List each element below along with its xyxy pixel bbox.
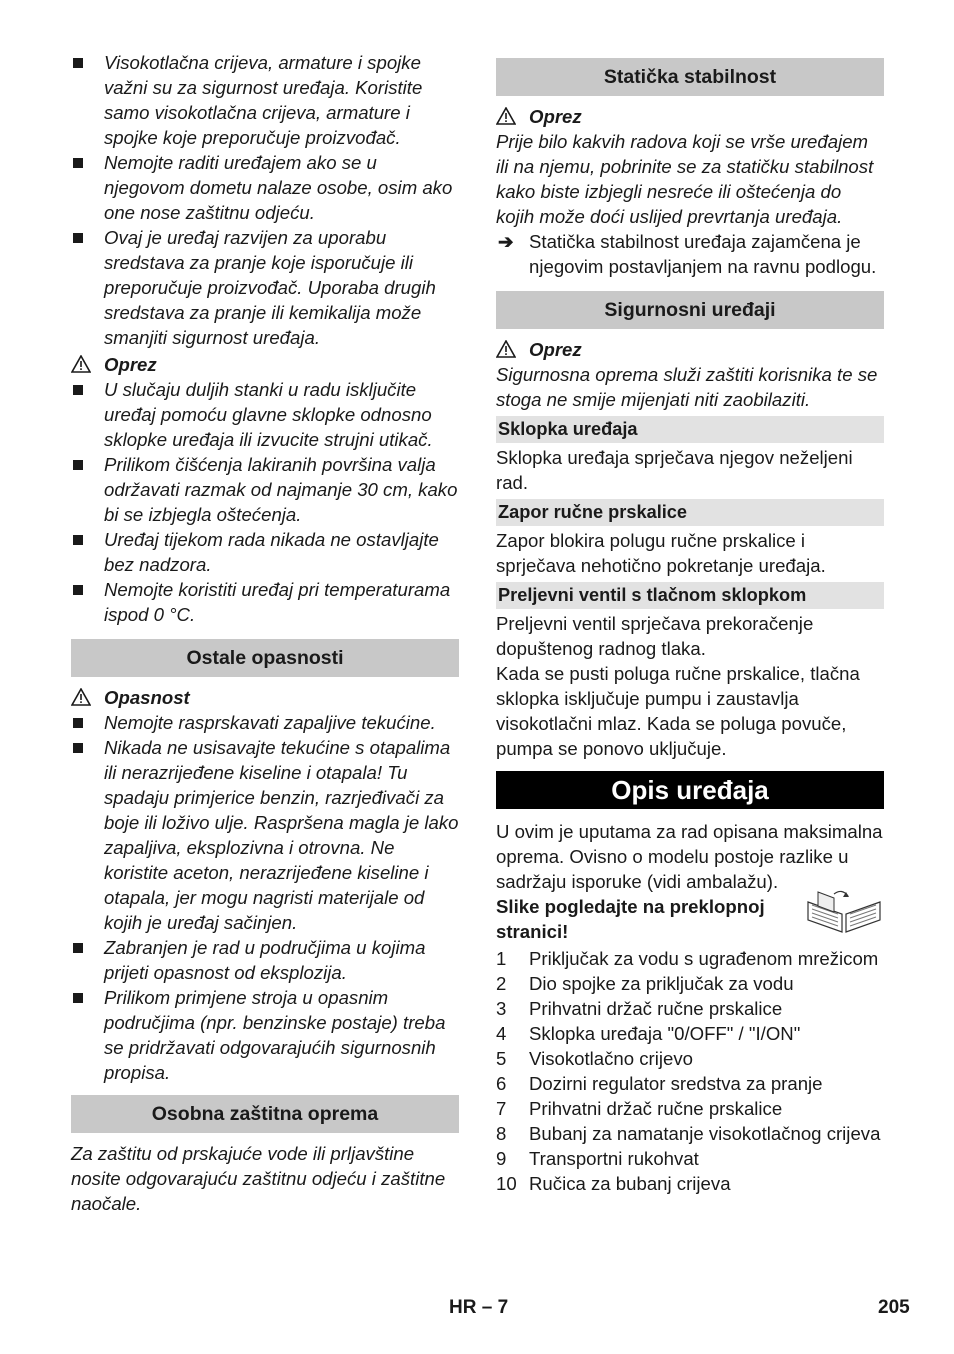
section-heading-safety-devices: Sigurnosni uređaji bbox=[496, 291, 884, 329]
item-number: 1 bbox=[496, 948, 507, 969]
description-text: U ovim je uputama za rad opisana maksimalna oprema. Ovisno o modelu postoje razlike u sadržaju isporuke (vidi ambalažu). bbox=[496, 821, 883, 892]
item-text: Priključak za vodu s ugrađenom mrežicom bbox=[529, 948, 879, 969]
caution-label: Oprez bbox=[104, 354, 157, 375]
section-heading-ppe: Osobna zaštitna oprema bbox=[71, 1095, 459, 1133]
item-text: Prihvatni držač ručne prskalice bbox=[529, 1098, 783, 1119]
caution-heading bbox=[71, 352, 459, 377]
list-item bbox=[496, 946, 884, 971]
warning-triangle-icon bbox=[496, 340, 516, 358]
list-item bbox=[496, 1171, 884, 1196]
danger-heading bbox=[71, 685, 459, 710]
safety-text: Sigurnosna oprema služi zaštiti korisnika te se stoga ne smije mijenjati niti zaobilaziti. bbox=[496, 364, 878, 410]
item-number: 9 bbox=[496, 1148, 507, 1169]
list-item: U slučaju duljih stanki u radu isključite uređaj pomoću glavne sklopke odnosno sklopke uređaja ili izvucite strujni utikač. bbox=[71, 377, 459, 452]
item-number: 3 bbox=[496, 998, 507, 1019]
danger-list bbox=[71, 710, 459, 1085]
list-item bbox=[496, 1021, 884, 1046]
list-item bbox=[496, 996, 884, 1021]
warning-triangle-icon bbox=[496, 107, 516, 125]
subheading-overflow-valve: Preljevni ventil s tlačnom sklopkom bbox=[496, 582, 884, 609]
item-text: Bubanj za namatanje visokotlačnog crijeva bbox=[529, 1123, 881, 1144]
item-text: Transportni rukohvat bbox=[529, 1148, 699, 1169]
list-item: Nemojte koristiti uređaj pri temperaturama ispod 0 °C. bbox=[71, 577, 459, 627]
valve-text-1: Preljevni ventil sprječava prekoračenje dopuštenog radnog tlaka. bbox=[496, 613, 814, 659]
list-item bbox=[496, 1046, 884, 1071]
right-column bbox=[496, 58, 884, 1196]
subheading-gun-lock: Zapor ručne prskalice bbox=[496, 499, 884, 526]
subheading-device-switch: Sklopka uređaja bbox=[496, 416, 884, 443]
static-arrow-text: Statička stabilnost uređaja zajamčena je njegovim postavljanjem na ravnu podlogu. bbox=[529, 231, 877, 277]
item-number: 2 bbox=[496, 973, 507, 994]
item-text: Visokotlačno crijevo bbox=[529, 1048, 693, 1069]
parts-list bbox=[496, 946, 884, 1196]
open-book-icon bbox=[804, 888, 884, 934]
footer-section-label: HR – 7 bbox=[449, 1297, 509, 1318]
switch-text: Sklopka uređaja sprječava njegov neželjeni rad. bbox=[496, 447, 853, 493]
caution-list bbox=[71, 377, 459, 627]
danger-label: Opasnost bbox=[104, 687, 190, 708]
list-item bbox=[496, 1071, 884, 1096]
list-item: Nikada ne usisavajte tekućine s otapalima ili nerazrijeđene kiseline i otapala! Tu spadaju primjerice benzin, razrjeđivači za boje ili loživo ulje. Raspršena magla je lako zapaljiva, eksplozivna i otrovna. Ne koristite aceton, nerazrijeđene kiseline i otapala, jer mogu nagristi materijale od kojih je uređaj sačinjen. bbox=[71, 735, 459, 935]
valve-text-2: Kada se pusti poluga ručne prskalice, tlačna sklopka isključuje pumpu i zaustavlja visokotlačni mlaz. Kada se poluga povuče, pumpa se ponovo uključuje. bbox=[496, 663, 860, 759]
list-item: Visokotlačna crijeva, armature i spojke važni su za sigurnost uređaja. Koristite samo visokotlačna crijeva, armature i spojke koje preporučuje proizvođač. bbox=[71, 50, 459, 150]
item-number: 7 bbox=[496, 1098, 507, 1119]
warning-triangle-icon bbox=[71, 688, 91, 706]
left-column bbox=[71, 50, 459, 1216]
list-item bbox=[496, 1096, 884, 1121]
list-item: Ovaj je uređaj razvijen za uporabu sredstava za pranje koje isporučuje ili preporučuje proizvođač. Uporaba drugih sredstava za pranje ili kemikalija može smanjiti sigurnost uređaja. bbox=[71, 225, 459, 350]
section-heading-static-stability: Statička stabilnost bbox=[496, 58, 884, 96]
list-item: Nemojte raditi uređajem ako se u njegovom dometu nalaze osobe, osim ako one nose zaštitnu odjeću. bbox=[71, 150, 459, 225]
list-item bbox=[496, 1146, 884, 1171]
bullet-list-top bbox=[71, 50, 459, 350]
arrow-right-icon: ➔ bbox=[498, 231, 514, 252]
caution-label: Oprez bbox=[529, 339, 582, 360]
list-item bbox=[496, 971, 884, 996]
item-number: 10 bbox=[496, 1173, 517, 1194]
section-heading-other-hazards: Ostale opasnosti bbox=[71, 639, 459, 677]
item-number: 8 bbox=[496, 1123, 507, 1144]
item-number: 6 bbox=[496, 1073, 507, 1094]
list-item: Uređaj tijekom rada nikada ne ostavljajte bez nadzora. bbox=[71, 527, 459, 577]
list-item: Prilikom čišćenja lakiranih površina valja održavati razmak od najmanje 30 cm, kako bi se izbjegla oštećenja. bbox=[71, 452, 459, 527]
list-item: Prilikom primjene stroja u opasnim područjima (npr. benzinske postaje) treba se pridržavati odgovarajućih sigurnosnih propisa. bbox=[71, 985, 459, 1085]
lock-text: Zapor blokira polugu ručne prskalice i sprječava nehotično pokretanje uređaja. bbox=[496, 530, 826, 576]
caution-label: Oprez bbox=[529, 106, 582, 127]
list-item bbox=[496, 1121, 884, 1146]
item-text: Prihvatni držač ručne prskalice bbox=[529, 998, 783, 1019]
list-item: Zabranjen je rad u područjima u kojima prijeti opasnost od eksplozija. bbox=[71, 935, 459, 985]
static-text: Prije bilo kakvih radova koji se vrše uređajem ili na njemu, pobrinite se za statičku stabilnost kako biste izbjegli nesreće ili oštećenja do kojih može doći uslijed prevrtanja uređaja. bbox=[496, 131, 874, 227]
ppe-text: Za zaštitu od prskajuće vode ili prljavštine nosite odgovarajuću zaštitnu odjeću i zaštitne naočale. bbox=[71, 1143, 446, 1214]
fold-out-note-text: Slike pogledajte na preklopnoj stranici! bbox=[496, 896, 765, 942]
caution-heading bbox=[496, 104, 884, 129]
page-number: 205 bbox=[878, 1297, 910, 1318]
item-text: Dozirni regulator sredstva za pranje bbox=[529, 1073, 823, 1094]
item-number: 5 bbox=[496, 1048, 507, 1069]
fold-out-note bbox=[496, 894, 884, 944]
section-heading-device-description: Opis uređaja bbox=[496, 771, 884, 809]
warning-triangle-icon bbox=[71, 355, 91, 373]
item-number: 4 bbox=[496, 1023, 507, 1044]
item-text: Sklopka uređaja "0/OFF" / "I/ON" bbox=[529, 1023, 801, 1044]
static-arrow-item bbox=[496, 229, 884, 279]
item-text: Ručica za bubanj crijeva bbox=[529, 1173, 731, 1194]
item-text: Dio spojke za priključak za vodu bbox=[529, 973, 794, 994]
list-item: Nemojte rasprskavati zapaljive tekućine. bbox=[71, 710, 459, 735]
caution-heading bbox=[496, 337, 884, 362]
